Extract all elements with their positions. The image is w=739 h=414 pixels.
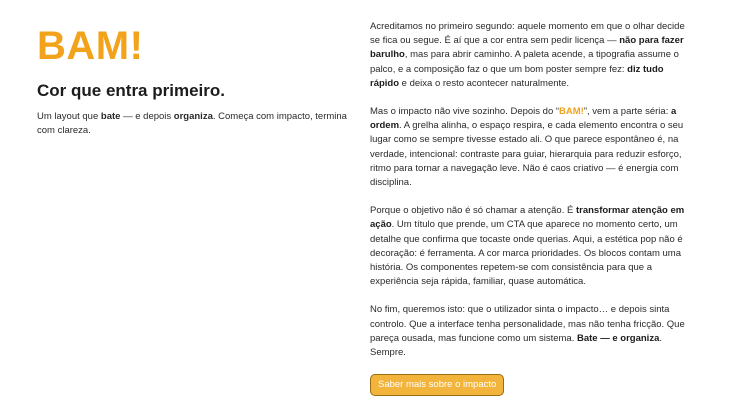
article-section xyxy=(370,20,688,396)
learn-more-button[interactable]: Saber mais sobre o impacto xyxy=(370,374,504,396)
para-text: . Sempre. xyxy=(370,332,662,359)
article-paragraph-1 xyxy=(370,20,688,91)
lead-text: Um layout que xyxy=(37,111,101,122)
hero-lead xyxy=(37,110,347,138)
para-bold: não para fazer barulho xyxy=(370,35,684,61)
para-text: e deixa o resto acontecer naturalmente. xyxy=(399,77,570,89)
brand-title: BAM! xyxy=(37,24,144,68)
para-text: . A grelha alinha, o espaço respira, e cada elemento encontra o seu lugar como se sempre tivesse estado ali. O que parece espontâneo é, na verdade, intencional: contraste para guiar, hierarquia para reduzir esforço, ritmo para tornar a navegação leve. Não é caos criativo — é energia com disciplina. xyxy=(370,120,684,189)
hero-heading: Cor que entra primeiro. xyxy=(37,81,225,100)
para-text: No fim, queremos isto: que o utilizador sinta o impacto… e depois sinta controlo. Que a interface tenha personalidade, mas não tenha fricção. Que pareça ousada, mas funcione como um sistema. xyxy=(370,304,685,344)
hero-section xyxy=(37,24,347,138)
lead-bold-organiza: organiza xyxy=(173,111,213,122)
para-text: . Um título que prende, um CTA que aparece no momento certo, um detalhe que confirma que tocaste onde querias. Aqui, a estética pop não é decoração: é ferramenta. A cor marca prioridades. Os blocos contam uma história. Os componentes repetem-se com consistência para que a experiência seja rápida, familiar, quase automática. xyxy=(370,219,683,288)
para-bold: transformar atenção em ação xyxy=(370,205,685,231)
bam-inline-highlight: BAM! xyxy=(559,106,584,118)
lead-text: — e depois xyxy=(120,111,174,122)
para-text: ”, vem a parte séria: xyxy=(583,106,671,118)
lead-text: . Começa com impacto, termina com clareza. xyxy=(37,111,347,136)
article-paragraph-2 xyxy=(370,105,688,190)
para-bold: Bate — e organiza xyxy=(577,332,660,344)
para-bold: diz tudo rápido xyxy=(370,63,664,89)
para-text: Acreditamos no primeiro segundo: aquele momento em que o olhar decide se fica ou segue. É aí que a cor entra sem pedir licença — xyxy=(370,21,685,47)
para-text: Mas o impacto não vive sozinho. Depois do “ xyxy=(370,106,560,118)
para-bold: a ordem xyxy=(370,106,677,132)
para-text: Porque o objetivo não é só chamar a atenção. É xyxy=(370,205,576,217)
para-text: , mas para abrir caminho. A paleta acende, a tipografia assume o palco, e a composição faz o que um bom poster sempre fez: xyxy=(370,49,679,75)
lead-bold-bate: bate xyxy=(100,111,121,122)
article-paragraph-4 xyxy=(370,303,688,360)
article-paragraph-3 xyxy=(370,204,688,289)
